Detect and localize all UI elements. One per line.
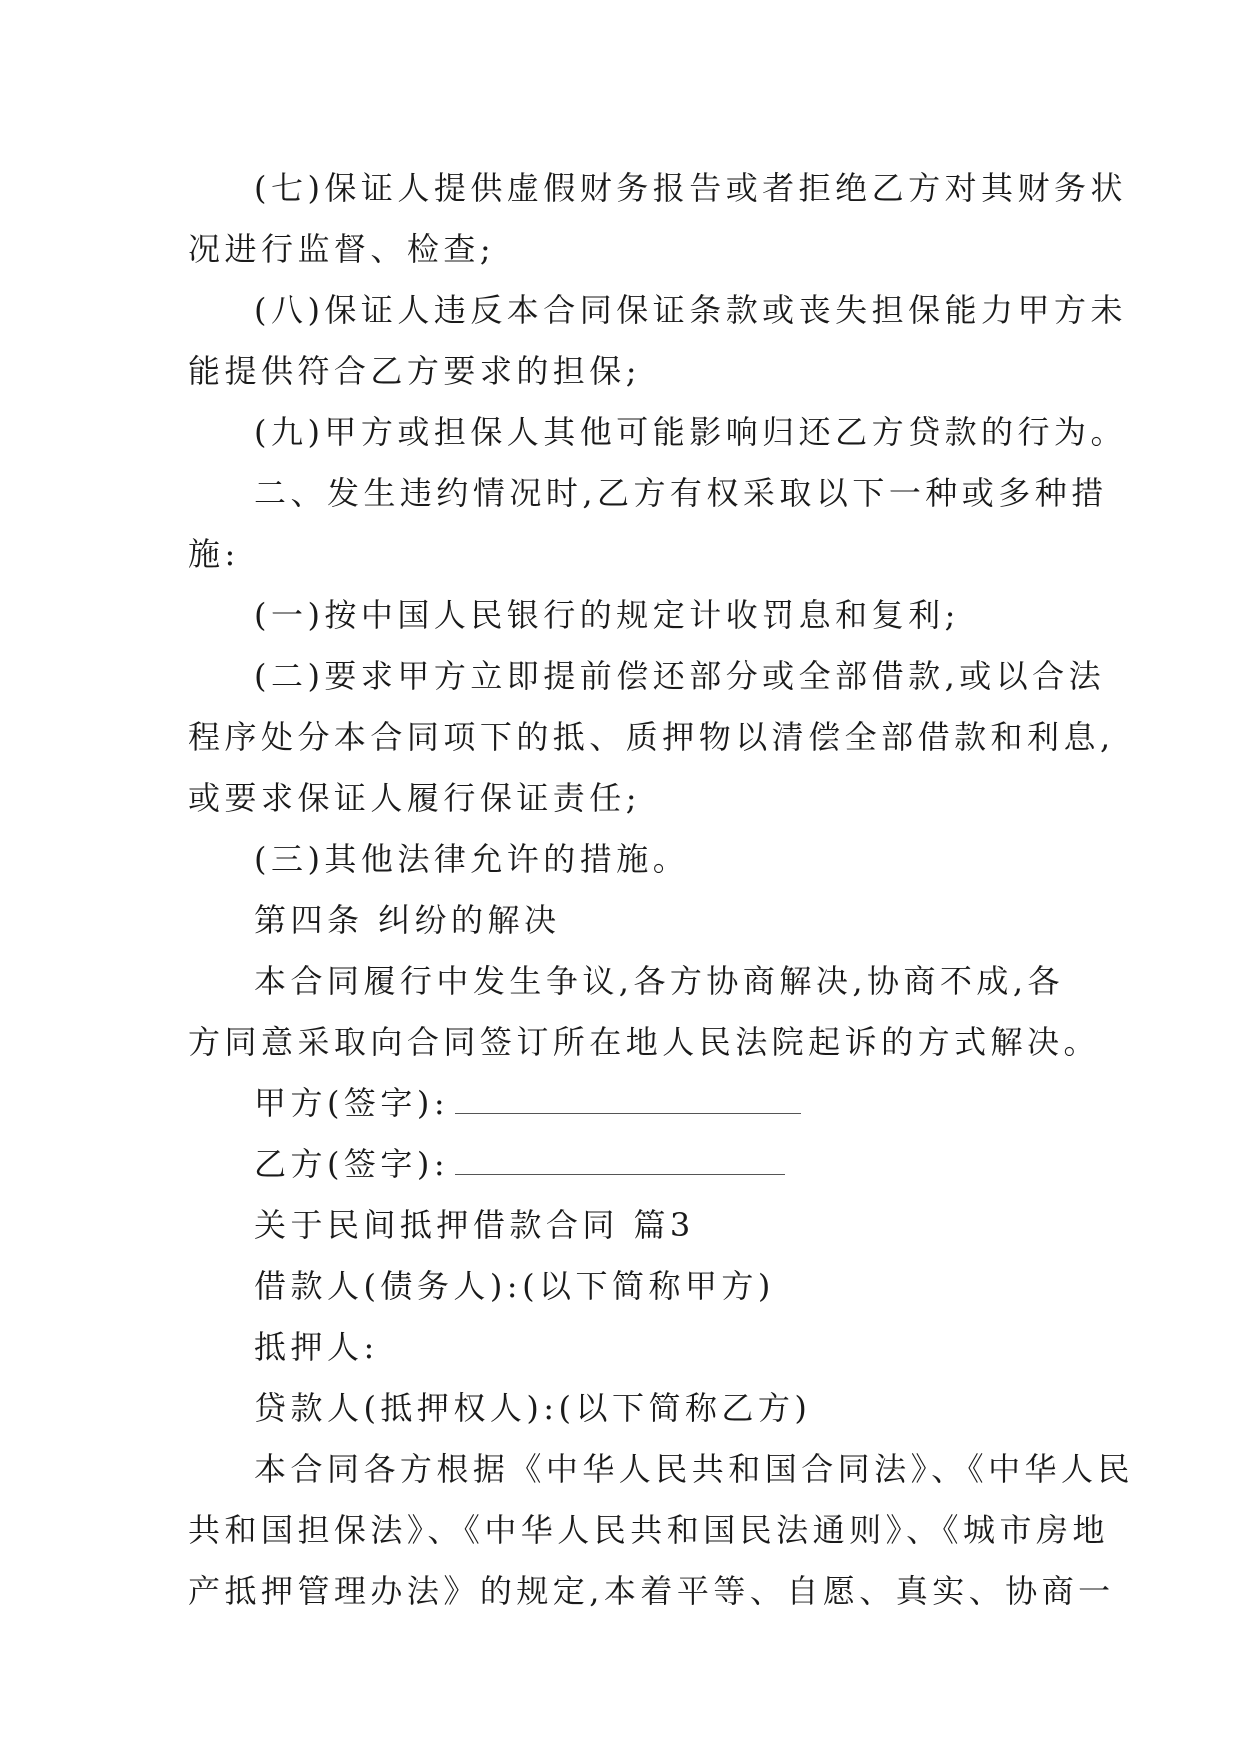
text-line: 方同意采取向合同签订所在地人民法院起诉的方式解决。: [188, 1023, 1101, 1061]
signature-blank-party-a: [455, 1093, 801, 1114]
contract-title: 关于民间抵押借款合同 篇3: [254, 1206, 695, 1244]
signature-label-party-a: 甲方(签字):: [254, 1084, 450, 1122]
text-line: (二)要求甲方立即提前偿还部分或全部借款,或以合法: [254, 657, 1106, 695]
text-line: 二、发生违约情况时,乙方有权采取以下一种或多种措: [254, 474, 1108, 512]
signature-label-party-b: 乙方(签字):: [254, 1145, 450, 1183]
mortgagor-line: 抵押人:: [254, 1328, 379, 1366]
text-line: (八)保证人违反本合同保证条款或丧失担保能力甲方未: [254, 291, 1127, 329]
text-line: (七)保证人提供虚假财务报告或者拒绝乙方对其财务状: [254, 169, 1127, 207]
signature-row-party-b: [188, 1134, 1064, 1195]
text-line: 产抵押管理办法》的规定,本着平等、自愿、真实、协商一: [188, 1572, 1115, 1610]
section-heading: 第四条 纠纷的解决: [254, 901, 561, 939]
text-line: 或要求保证人履行保证责任;: [188, 779, 642, 817]
document-body: [188, 158, 1135, 1622]
text-line: (九)甲方或担保人其他可能影响归还乙方贷款的行为。: [254, 413, 1127, 451]
text-line: 能提供符合乙方要求的担保;: [188, 352, 642, 390]
text-line: 本合同各方根据《中华人民共和国合同法》、《中华人民: [254, 1450, 1135, 1488]
text-line: (三)其他法律允许的措施。: [254, 840, 690, 878]
borrower-line: 借款人(债务人):(以下简称甲方): [254, 1267, 775, 1305]
text-line: 况进行监督、检查;: [188, 230, 496, 268]
lender-line: 贷款人(抵押权人):(以下简称乙方): [254, 1389, 812, 1427]
signature-row-party-a: [188, 1073, 1064, 1134]
text-line: 程序处分本合同项下的抵、质押物以清偿全部借款和利息,: [188, 718, 1115, 756]
signature-blank-party-b: [455, 1154, 785, 1175]
text-line: 本合同履行中发生争议,各方协商解决,协商不成,各: [254, 962, 1065, 1000]
text-line: 共和国担保法》、《中华人民共和国民法通则》、《城市房地: [188, 1511, 1109, 1549]
text-line: 施:: [188, 535, 240, 573]
text-line: (一)按中国人民银行的规定计收罚息和复利;: [254, 596, 960, 634]
